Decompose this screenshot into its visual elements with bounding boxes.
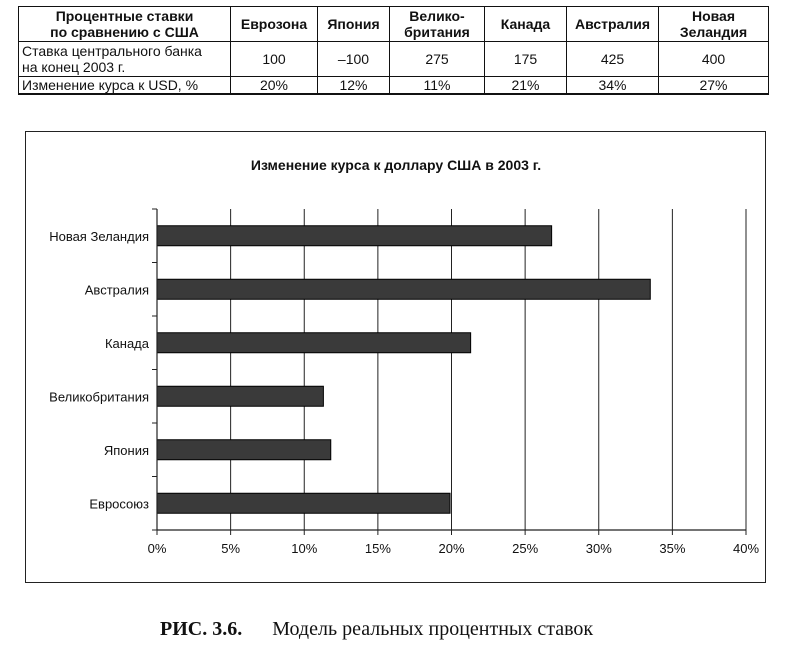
bar <box>157 226 552 246</box>
x-tick-label: 35% <box>659 541 686 556</box>
x-tick-label: 10% <box>291 541 318 556</box>
bar <box>157 279 650 299</box>
table-cell: 275 <box>390 42 485 77</box>
rates-table <box>18 6 769 95</box>
table-cell: 175 <box>485 42 567 77</box>
row-label: Изменение курса к USD, % <box>19 77 231 95</box>
category-label: Австралия <box>84 282 149 298</box>
x-tick-label: 25% <box>512 541 539 556</box>
column-header: Новая Зеландия <box>659 7 769 42</box>
table-row <box>19 42 769 77</box>
table-header-row <box>19 7 769 42</box>
table-cell: –100 <box>318 42 390 77</box>
bar-chart <box>26 132 767 584</box>
x-tick-label: 20% <box>438 541 465 556</box>
table-cell: 425 <box>567 42 659 77</box>
caption-label: РИС. 3.6. <box>160 618 243 640</box>
table-cell: 20% <box>231 77 318 95</box>
category-label: Новая Зеландия <box>49 228 149 244</box>
category-label: Великобритания <box>49 389 149 405</box>
table-header-label: Процентные ставки по сравнению с США <box>19 7 231 42</box>
x-tick-label: 30% <box>585 541 612 556</box>
x-tick-label: 15% <box>364 541 391 556</box>
table-cell: 21% <box>485 77 567 95</box>
bar <box>157 386 323 406</box>
table-cell: 27% <box>659 77 769 95</box>
table-cell: 100 <box>231 42 318 77</box>
category-label: Япония <box>103 442 149 458</box>
table-cell: 34% <box>567 77 659 95</box>
column-header: Австралия <box>567 7 659 42</box>
table-cell: 11% <box>390 77 485 95</box>
table-row <box>19 77 769 95</box>
x-tick-label: 5% <box>221 541 241 556</box>
column-header: Велико- британия <box>390 7 485 42</box>
caption-text: Модель реальных процентных ставок <box>272 618 594 640</box>
grid-lines <box>231 209 746 530</box>
bar <box>157 333 471 353</box>
column-header: Канада <box>485 7 567 42</box>
table-cell: 12% <box>318 77 390 95</box>
table-cell: 400 <box>659 42 769 77</box>
chart-title: Изменение курса к доллару США в 2003 г. <box>250 157 542 173</box>
category-label: Евросоюз <box>89 496 149 512</box>
column-header: Еврозона <box>231 7 318 42</box>
bar <box>157 493 450 513</box>
bar <box>157 440 331 460</box>
x-tick-label: 40% <box>732 541 760 556</box>
column-header: Япония <box>318 7 390 42</box>
chart-frame <box>25 131 766 583</box>
axes <box>152 209 746 535</box>
category-label: Канада <box>104 335 149 351</box>
row-label: Ставка центрального банка на конец 2003 г. <box>19 42 231 77</box>
x-tick-label: 0% <box>147 541 167 556</box>
figure-caption <box>160 618 593 641</box>
